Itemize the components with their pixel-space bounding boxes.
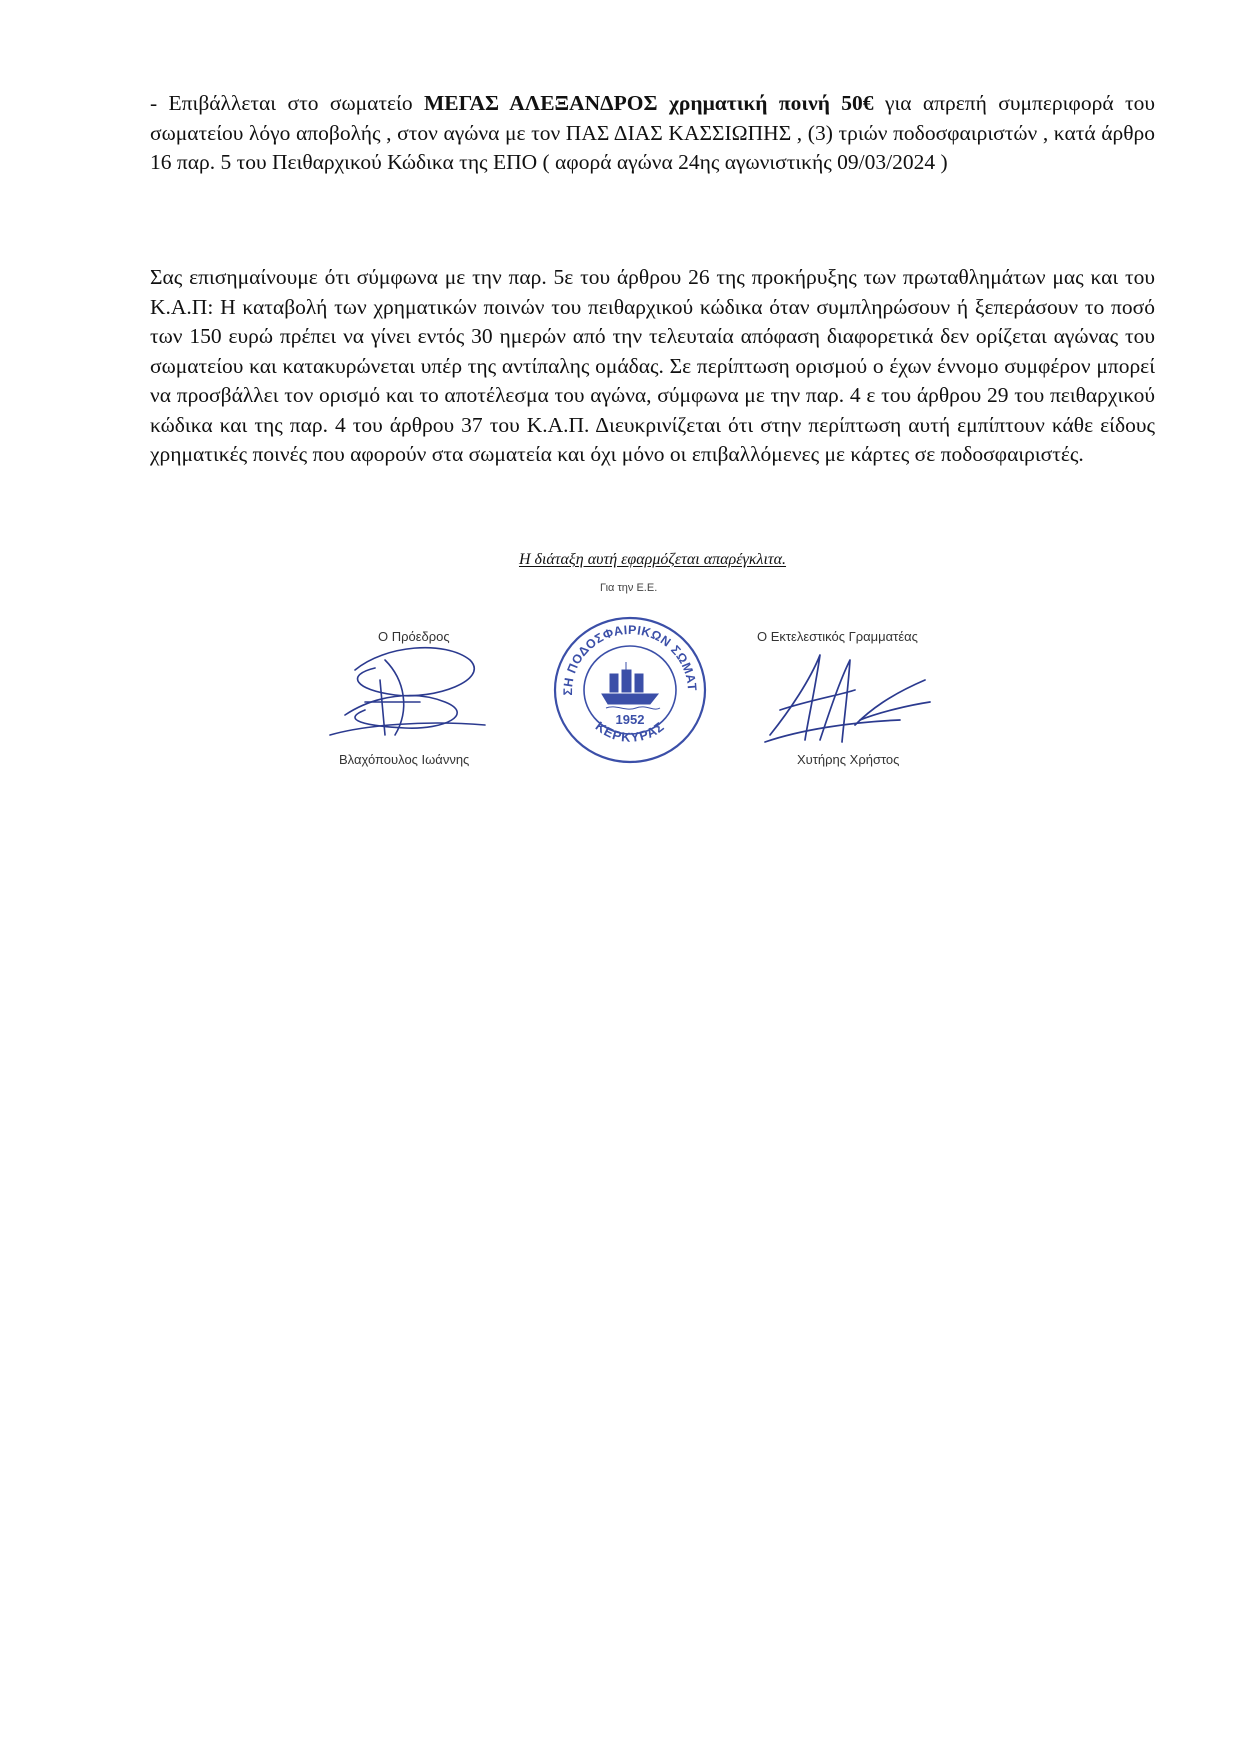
president-name: Βλαχόπουλος Ιωάννης (339, 752, 470, 767)
president-signature (325, 640, 505, 750)
stamp-year: 1952 (615, 712, 645, 727)
president-title: Ο Πρόεδρος (378, 629, 450, 644)
ship-emblem-icon (602, 662, 660, 709)
penalty-paragraph (150, 89, 1155, 178)
official-stamp (544, 601, 710, 767)
penalty-intro-text: - Επιβάλλεται στο σωματείο (150, 91, 424, 115)
payment-notice-paragraph: Σας επισημαίνουμε ότι σύμφωνα με την παρ. 5ε του άρθρου 26 της προκήρυξης των πρωταθλημάτων μας και του Κ.Α.Π: Η καταβολή των χρηματικών ποινών του πειθαρχικού κώδικα όταν συμπληρώσουν ή ξεπεράσουν το ποσό των 150 ευρώ πρέπει να γίνει εντός 30 ημερών από την τελευταία απόφαση διαφορετικά δεν ορίζεται αγώνας του σωματείου και κατακυρώνεται υπέρ της αντίπαλης ομάδας. Σε περίπτωση ορισμού ο έχων έννομο συμφέρον μπορεί να προσβάλλει τον ορισμό και το αποτέλεσμα του αγώνα, σύμφωνα με την παρ. 4 ε του άρθρου 29 του πειθαρχικού κώδικα και της παρ. 4 του άρθρου 37 του Κ.Α.Π. Διευκρινίζεται ότι στην περίπτωση αυτή εμπίπτουν κάθε είδους χρηματικές ποινές που αφορούν στα σωματεία και όχι μόνο οι επιβαλλόμενες με κάρτες σε ποδοσφαιριστές. (150, 265, 1155, 466)
penalty-highlight-text: ΜΕΓΑΣ ΑΛΕΞΑΝΔΡΟΣ χρηματική ποινή 50€ (424, 91, 874, 115)
enforcement-notice: Η διάταξη αυτή εφαρμόζεται απαρέγκλιτα. (518, 551, 787, 568)
secretary-title: Ο Εκτελεστικός Γραμματέας (757, 629, 918, 644)
for-committee-label: Για την Ε.Ε. (600, 582, 658, 594)
secretary-name: Χυτήρης Χρήστος (797, 752, 900, 767)
penalty-details-text: για απρεπή συμπεριφορά του σωματείου λόγο αποβολής , στον αγώνα με τον ΠΑΣ ΔΙΑΣ ΚΑΣΣΙΩΠΗΣ , (3) τριών ποδοσφαιριστών , κατά άρθρο 16 παρ. 5 του Πειθαρχικού Κώδικα της ΕΠΟ ( αφορά αγώνα 24ης αγωνιστικής 09/03/2024 ) (150, 91, 1156, 174)
secretary-signature (760, 650, 935, 750)
stamp-top-text: ΕΝΩΣΗ ΠΟΔΟΣΦΑΙΡΙΚΩΝ ΣΩΜΑΤΕΙΩΝ (544, 601, 700, 696)
stamp-bottom-text: ΚΕΡΚΥΡΑΣ (592, 718, 668, 745)
